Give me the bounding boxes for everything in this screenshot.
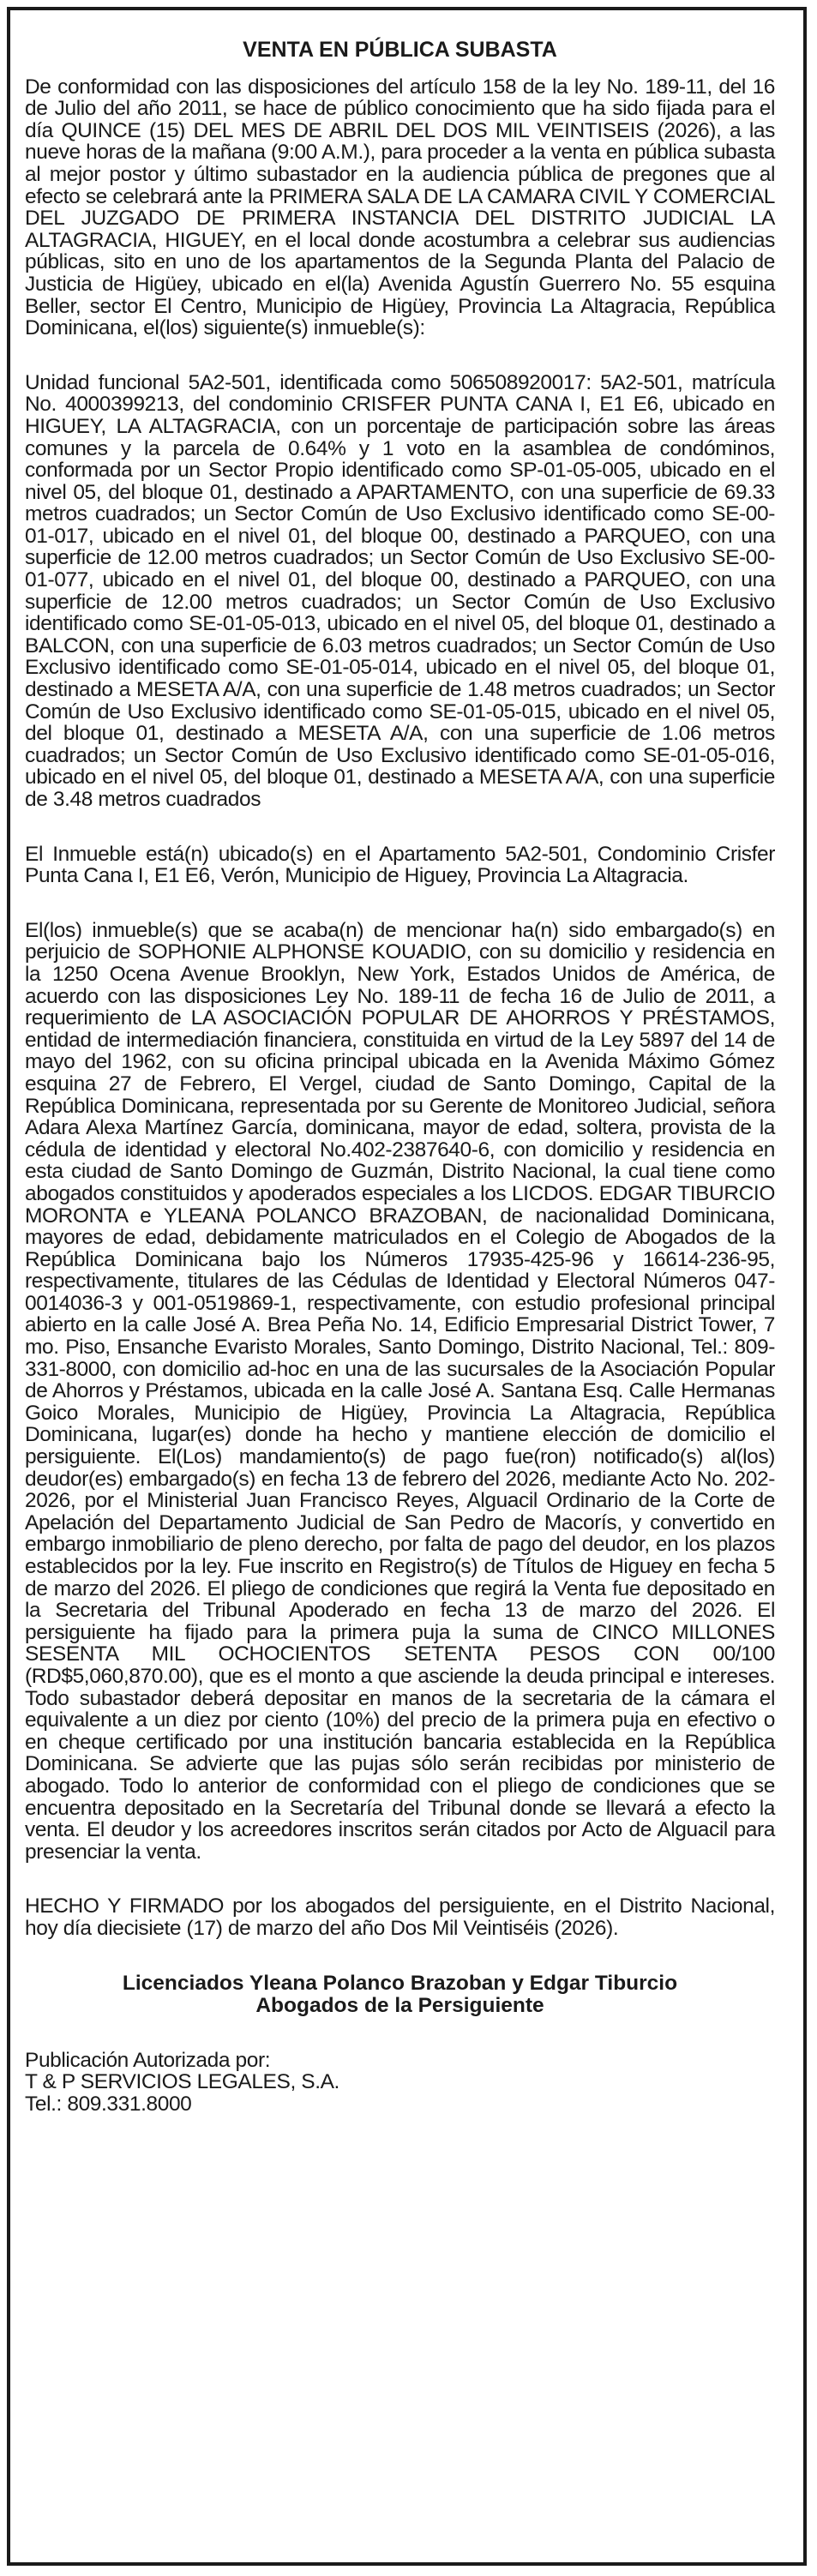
paragraph-property-description: Unidad funcional 5A2-501, identificada como 506508920017: 5A2-501, matrícula No. 4000399213, del condominio CRISFER PUNTA CANA I, E1 E6, ubicado en HIGUEY, LA ALTAGRACIA, con un porcentaje de participación sobre las áreas comunes y la parcela de 0.64% y 1 voto en la asamblea de condóminos, conformada por un Sector Propio identificado como SP-01-05-005, ubicado en el nivel 05, del bloque 01, destinado a APARTAMENTO, con una superficie de 69.33 metros cuadrados; un Sector Común de Uso Exclusivo identificado como SE-00-01-017, ubicado en el nivel 01, del bloque 00, destinado a PARQUEO, con una superficie de 12.00 metros cuadrados; un Sector Común de Uso Exclusivo SE-00-01-077, ubicado en el nivel 01, del bloque 00, destinado a PARQUEO, con una superficie de 12.00 metros cuadrados; un Sector Común de Uso Exclusivo identificado como SE-01-05-013, ubicado en el nivel 05, del bloque 01, destinado a BALCON, con una superficie de 6.03 metros cuadrados; un Sector Común de Uso Exclusivo identificado como SE-01-05-014, ubicado en el nivel 05, del bloque 01, destinado a MESETA A/A, con una superficie de 1.48 metros cuadrados; un Sector Común de Uso Exclusivo identificado como SE-01-05-015, ubicado en el nivel 05, del bloque 01, destinado a MESETA A/A, con una superficie de 1.06 metros cuadrados; un Sector Común de Uso Exclusivo identificado como SE-01-05-016, ubicado en el nivel 05, del bloque 01, destinado a MESETA A/A, con una superficie de 3.48 metros cuadrados	[25, 370, 775, 811]
publisher-phone: Tel.: 809.331.8000	[25, 2092, 192, 2116]
legal-notice	[25, 39, 775, 2115]
paragraph-seizure-details: El(los) inmueble(s) que se acaba(n) de mencionar ha(n) sido embargado(s) en perjuicio de SOPHONIE ALPHONSE KOUADIO, con su domicilio y residencia en la 1250 Ocena Avenue Brooklyn, New York, Estados Unidos de América, de acuerdo con las disposiciones Ley No. 189-11 de fecha 16 de Julio de 2011, a requerimiento de LA ASOCIACIÓN POPULAR DE AHORROS Y PRÉSTAMOS, entidad de intermediación financiera, constituida en virtud de la Ley 5897 del 14 de mayo del 1962, con su oficina principal ubicada en la Avenida Máximo Gómez esquina 27 de Febrero, El Vergel, ciudad de Santo Domingo, Capital de la República Dominicana, representada por su Gerente de Monitoreo Judicial, señora Adara Alexa Martínez García, dominicana, mayor de edad, soltera, provista de la cédula de identidad y electoral No.402-2387640-6, con domicilio y residencia en esta ciudad de Santo Domingo de Guzmán, Distrito Nacional, la cual tiene como abogados constituidos y apoderados especiales a los LICDOS. EDGAR TIBURCIO MORONTA e YLEANA POLANCO BRAZOBAN, de nacionalidad Dominicana, mayores de edad, debidamente matriculados en el Colegio de Abogados de la República Dominicana bajo los Números 17935-425-96 y 16614-236-95, respectivamente, titulares de las Cédulas de Identidad y Electoral Números 047-0014036-3 y 001-0519869-1, respectivamente, con estudio profesional principal abierto en la calle José A. Brea Peña No. 14, Edificio Empresarial District Tower, 7 mo. Piso, Ensanche Evaristo Morales, Santo Domingo, Distrito Nacional, Tel.: 809-331-8000, con domicilio ad-hoc en una de las sucursales de la Asociación Popular de Ahorros y Préstamos, ubicada en la calle José A. Santana Esq. Calle Hermanas Goico Morales, Municipio de Higüey, Provincia La Altagracia, República Dominicana, lugar(es) donde ha hecho y mantiene elección de domicilio el persiguiente. El(Los) mandamiento(s) de pago fue(ron) notificado(s) al(los) deudor(es) embargado(s) en fecha 13 de febrero del 2026, mediante Acto No. 202-2026, por el Ministerial Juan Francisco Reyes, Alguacil Ordinario de la Corte de Apelación del Departamento Judicial de San Pedro de Macorís, y convertido en embargo inmobiliario de pleno derecho, por falta de pago del deudor, en los plazos establecidos por la ley. Fue inscrito en Registro(s) de Títulos de Higuey en fecha 5 de marzo del 2026. El pliego de condiciones que regirá la Venta fue depositado en la Secretaria del Tribunal Apoderado en fecha 13 de marzo del 2026. El persiguiente ha fijado para la primera puja la suma de CINCO MILLONES SESENTA MIL OCHOCIENTOS SETENTA PESOS CON 00/100 (RD$5,060,870.00), que es el monto a que asciende la deuda principal e intereses. Todo subastador deberá depositar en manos de la secretaria de la cámara el equivalente a un diez por ciento (10%) del precio de la primera puja en efectivo o en cheque certificado por una institución bancaria establecida en la República Dominicana. Se advierte que las pujas sólo serán recibidas por ministerio de abogado. Todo lo anterior de conformidad con el pliego de condiciones que se encuentra depositado en la Secretaría del Tribunal donde se llevará a efecto la venta. El deudor y los acreedores inscritos serán citados por Acto de Alguacil para presenciar la venta.	[25, 918, 775, 1864]
signature-lawyers: Licenciados Yleana Polanco Brazoban y Edgar Tiburcio	[122, 1971, 678, 1995]
publisher-label: Publicación Autorizada por:	[25, 2048, 271, 2072]
paragraph-announcement: De conformidad con las disposiciones del artículo 158 de la ley No. 189-11, del 16 de Julio del año 2011, se hace de público conocimiento que ha sido fijada para el día QUINCE (15) DEL MES DE ABRIL DEL DOS MIL VEINTISEIS (2026), a las nueve horas de la mañana (9:00 A.M.), para proceder a la venta en pública subasta al mejor postor y último subastador en la audiencia pública de pregones que al efecto se celebrará ante la PRIMERA SALA DE LA CAMARA CIVIL Y COMERCIAL DEL JUZGADO DE PRIMERA INSTANCIA DEL DISTRITO JUDICIAL LA ALTAGRACIA, HIGUEY, en el local donde acostumbra a celebrar sus audiencias públicas, sito en uno de los apartamentos de la Segunda Planta del Palacio de Justicia de Higüey, ubicado en el(la) Avenida Agustín Guerrero No. 55 esquina Beller, sector El Centro, Municipio de Higüey, Provincia La Altagracia, República Dominicana, el(los) siguiente(s) inmueble(s):	[25, 75, 775, 340]
publisher-name: T & P SERVICIOS LEGALES, S.A.	[25, 2070, 339, 2094]
paragraph-signed: HECHO Y FIRMADO por los abogados del persiguiente, en el Distrito Nacional, hoy día diecisiete (17) de marzo del año Dos Mil Veintiséis (2026).	[25, 1894, 775, 1940]
signature-role: Abogados de la Persiguiente	[255, 1993, 544, 2017]
paragraph-property-location: El Inmueble está(n) ubicado(s) en el Apartamento 5A2-501, Condominio Crisfer Punta Cana I, E1 E6, Verón, Municipio de Higuey, Provincia La Altagracia.	[25, 842, 775, 888]
signature-block	[25, 1973, 775, 2017]
publisher-block	[25, 2050, 775, 2116]
notice-title: VENTA EN PÚBLICA SUBASTA	[243, 38, 557, 62]
